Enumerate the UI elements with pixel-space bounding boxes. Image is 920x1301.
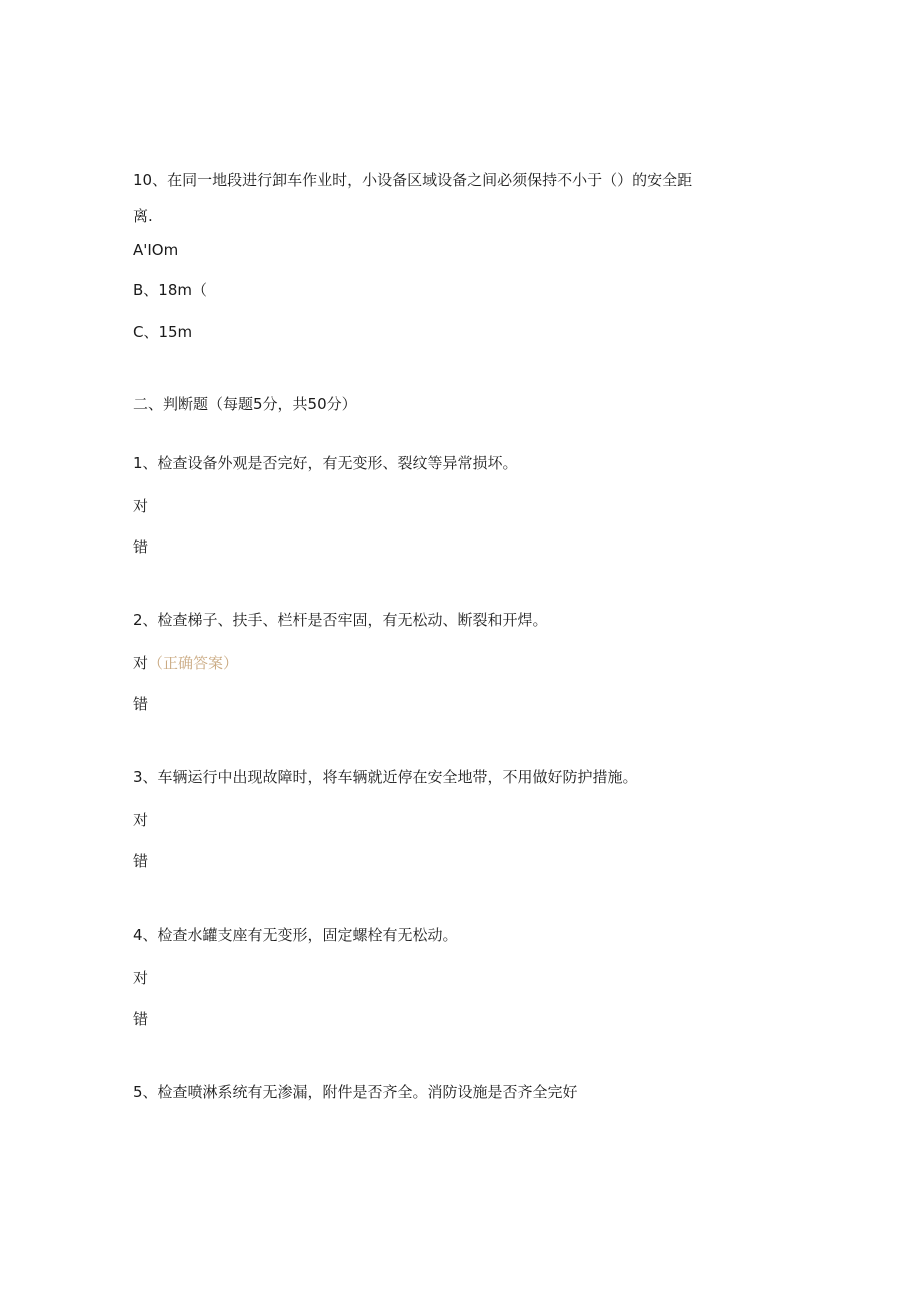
option-false[interactable]: 错: [133, 852, 149, 870]
option-true-row[interactable]: [133, 653, 238, 673]
question-stem: 4、检查水罐支座有无变形，固定螺栓有无松动。: [133, 926, 458, 944]
question-10-stem-line2: 离.: [133, 207, 153, 225]
option-true[interactable]: 对: [133, 654, 149, 672]
section-heading: 二、判断题（每题5分，共50分）: [133, 395, 357, 413]
question-stem: 1、检查设备外观是否完好，有无变形、裂纹等异常损坏。: [133, 454, 518, 472]
option-b[interactable]: B、18m（: [133, 281, 207, 299]
option-false[interactable]: 错: [133, 695, 149, 713]
option-a[interactable]: A'IOm: [133, 241, 179, 259]
question-stem: 5、检查喷淋系统有无渗漏，附件是否齐全。消防设施是否齐全完好: [133, 1083, 578, 1101]
correct-answer-hint: （正确答案）: [148, 654, 239, 672]
option-true[interactable]: 对: [133, 811, 149, 829]
option-false[interactable]: 错: [133, 1010, 149, 1028]
question-stem: 3、车辆运行中出现故障时，将车辆就近停在安全地带，不用做好防护措施。: [133, 768, 638, 786]
option-false[interactable]: 错: [133, 538, 149, 556]
question-stem: 2、检查梯子、扶手、栏杆是否牢固，有无松动、断裂和开焊。: [133, 611, 548, 629]
option-true[interactable]: 对: [133, 497, 149, 515]
option-c[interactable]: C、15m: [133, 323, 193, 341]
option-true[interactable]: 对: [133, 969, 149, 987]
question-10-stem-line1: 10、在同一地段进行卸车作业时，小设备区域设备之间必须保持不小于（）的安全距: [133, 171, 693, 189]
